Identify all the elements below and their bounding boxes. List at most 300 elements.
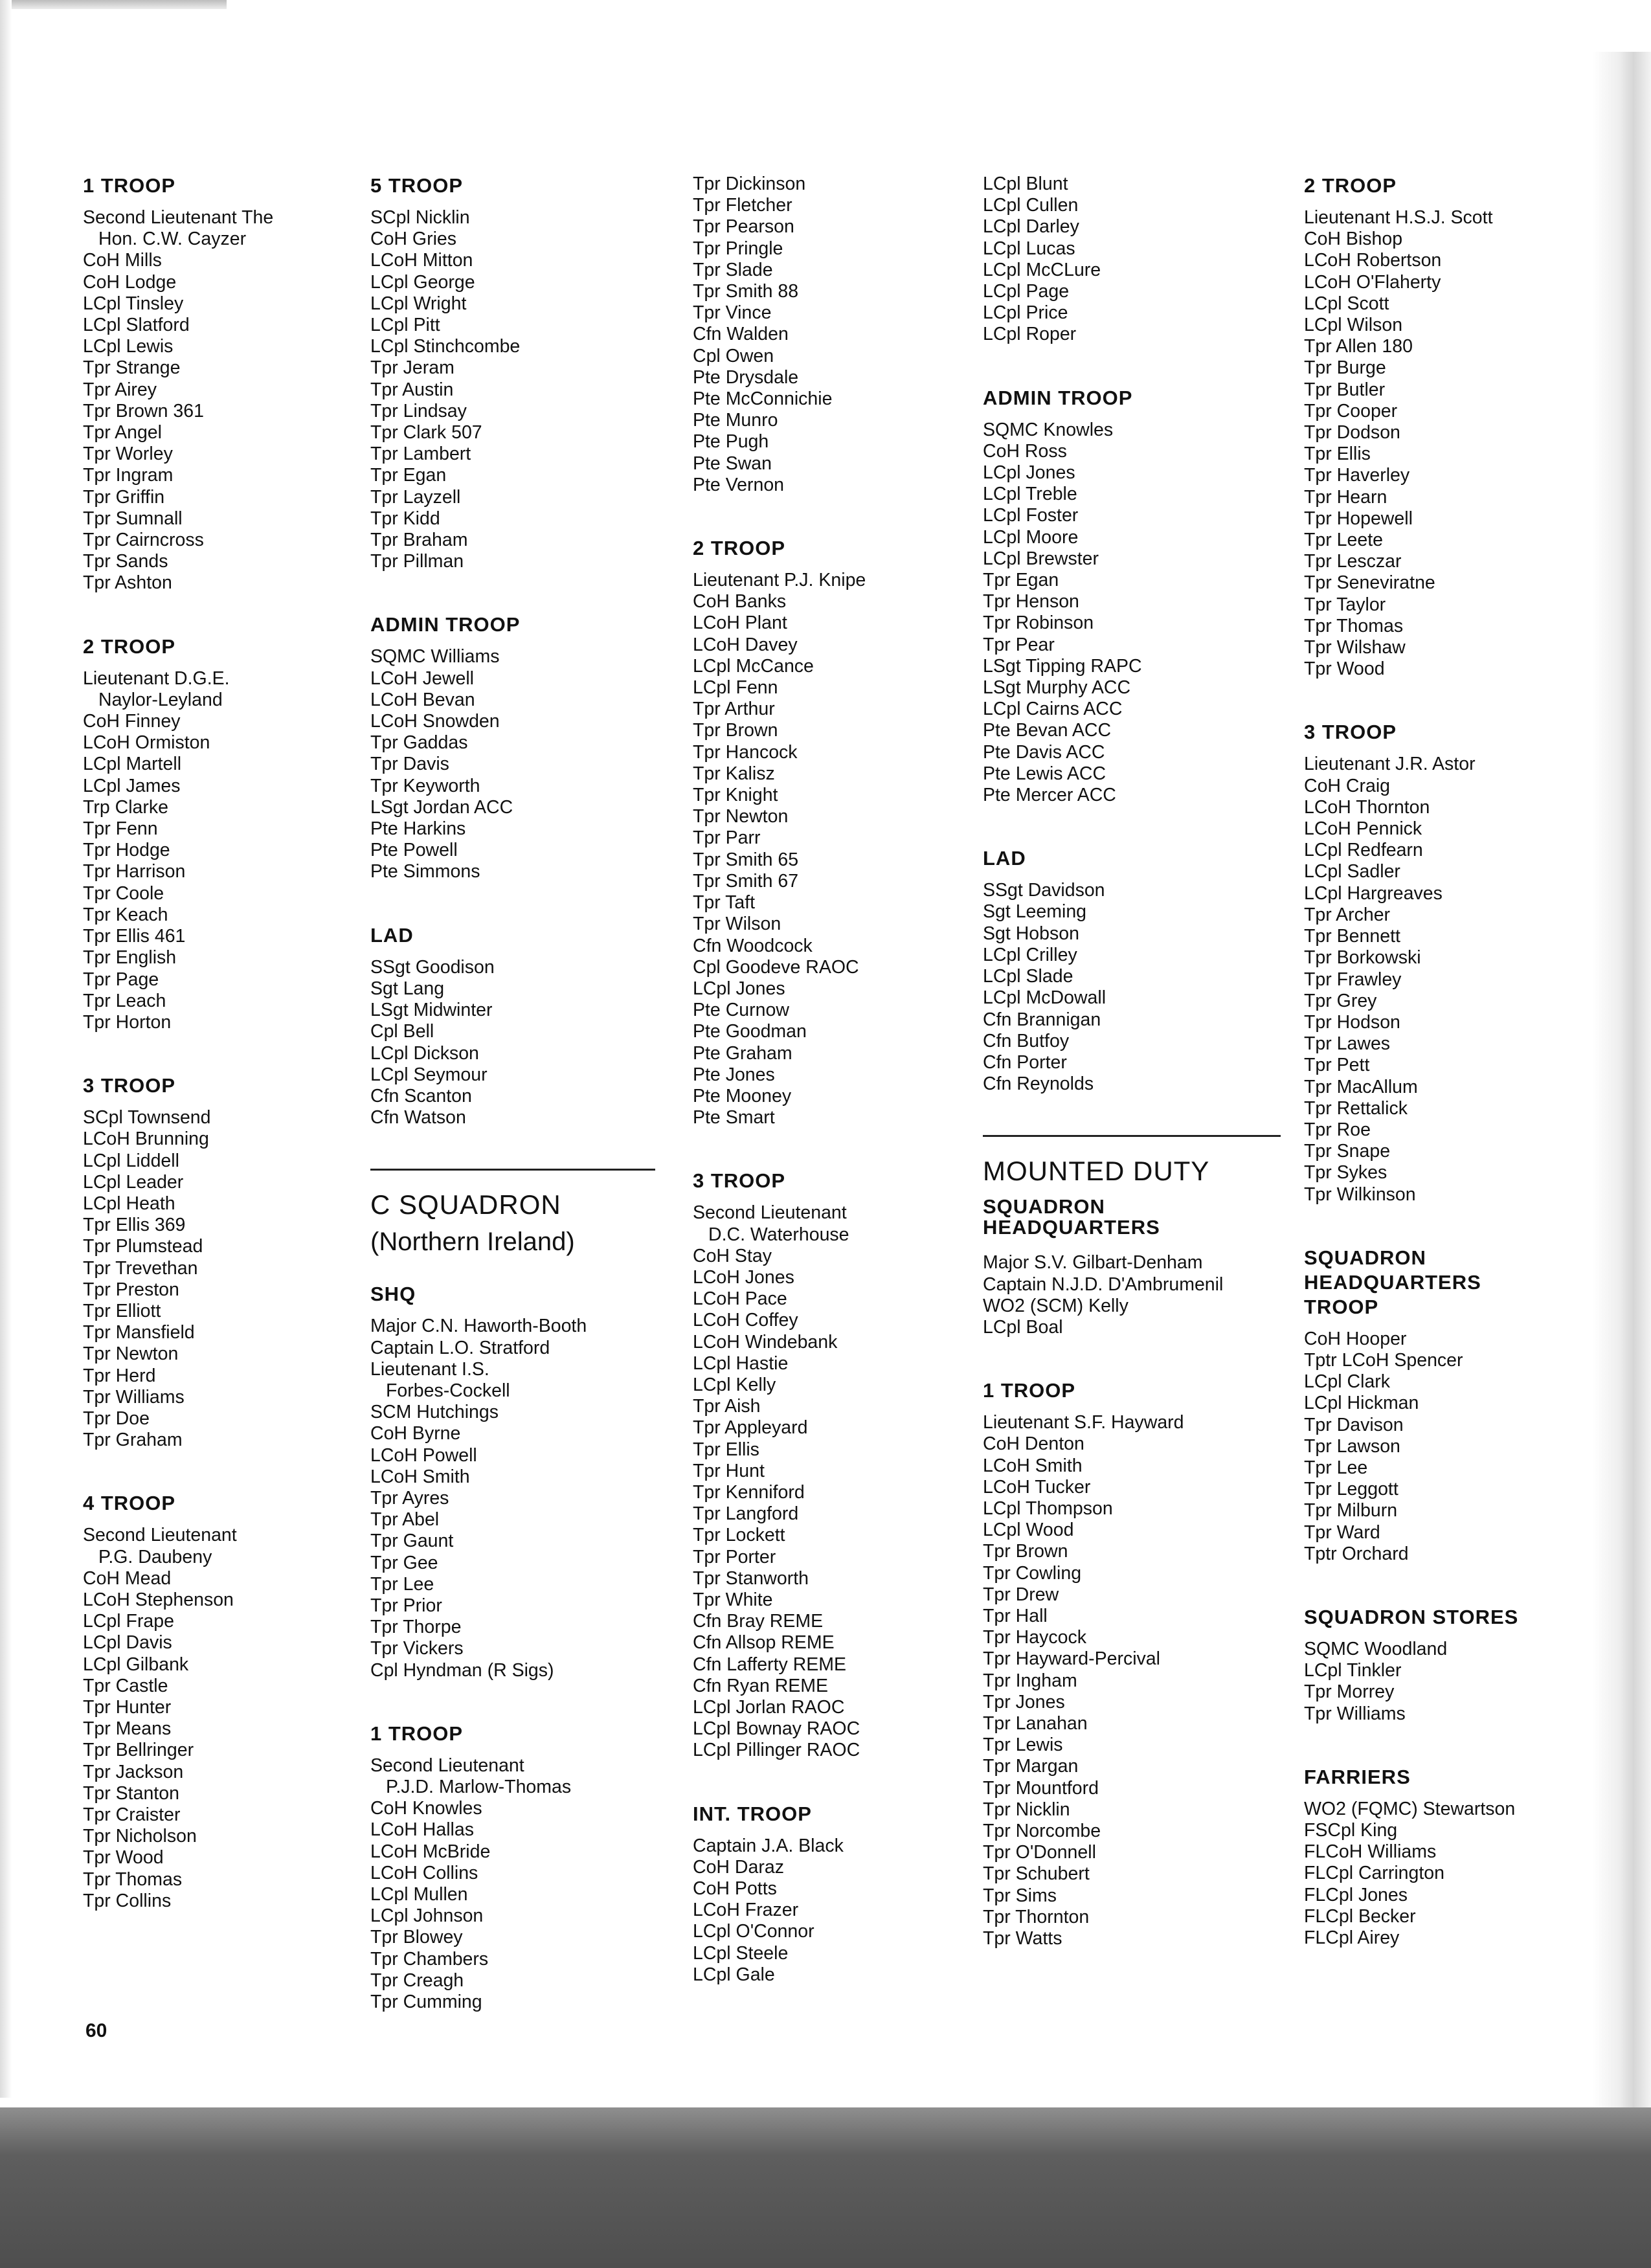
- roster-name: Tpr MacAllum: [1304, 1076, 1418, 1097]
- roster-name: Cfn Watson: [370, 1107, 466, 1128]
- section-heading: SQUADRON HEADQUARTERS TROOP: [1304, 1246, 1481, 1318]
- roster-name: LCpl Kelly: [693, 1374, 776, 1395]
- roster-name: Tpr Preston: [83, 1279, 179, 1300]
- roster-name: Tpr Sumnall: [83, 508, 183, 529]
- roster-name: Tpr Brown: [693, 720, 778, 741]
- roster-name: Tpr Margan: [983, 1756, 1079, 1777]
- roster-name: Tpr Stanworth: [693, 1567, 809, 1589]
- section-heading: SQUADRON STORES: [1304, 1605, 1519, 1628]
- roster-name: LCpl Scott: [1304, 293, 1389, 314]
- roster-name: Tpr Slade: [693, 259, 773, 280]
- roster-name: Tpr Cumming: [370, 1992, 482, 2012]
- roster-name: SSgt Goodison: [370, 956, 495, 978]
- roster-name: Tpr Haverley: [1304, 465, 1410, 486]
- roster-name: Cfn Butfoy: [983, 1030, 1070, 1051]
- section-heading: 4 TROOP: [83, 1492, 176, 1515]
- roster-name: LCpl Jorlan RAOC: [693, 1697, 845, 1718]
- roster-name: LCoH Pennick: [1304, 818, 1422, 840]
- roster-name: Tpr Sims: [983, 1885, 1057, 1906]
- roster-name: LCoH McBride: [370, 1841, 491, 1862]
- roster-name: Tpr Ingham: [983, 1670, 1077, 1691]
- roster-name: FLCpl Airey: [1304, 1927, 1400, 1948]
- roster-name: Tpr Cairncross: [83, 530, 204, 551]
- roster-name: Tpr Knight: [693, 785, 778, 806]
- roster-name: Tpr Ayres: [370, 1487, 449, 1509]
- roster-name: SQMC Woodland: [1304, 1638, 1448, 1659]
- section-squadron-headquarters-troop: [1304, 1246, 1589, 1565]
- roster-name: LCpl Pillinger RAOC: [693, 1740, 860, 1761]
- roster-name: LCpl Sadler: [1304, 861, 1400, 882]
- roster-name: LCoH Brunning: [83, 1128, 209, 1150]
- roster-name: Tpr Keach: [83, 904, 168, 925]
- roster-name: Pte Vernon: [693, 474, 785, 495]
- roster-name: Tpr Creagh: [370, 1970, 464, 1991]
- roster-name: LCpl Heath: [83, 1193, 175, 1214]
- roster-name: Tpr Griffin: [83, 486, 165, 508]
- roster-name: Tpr Robinson: [983, 612, 1094, 634]
- roster-name: LCpl Roper: [983, 324, 1077, 345]
- roster-name: Tpr Pringle: [693, 238, 783, 259]
- section-heading: ADMIN TROOP: [983, 386, 1133, 409]
- section-heading: 3 TROOP: [1304, 721, 1397, 744]
- roster-name: Tpr Plumstead: [83, 1236, 203, 1257]
- roster-name: LCpl James: [83, 775, 181, 796]
- roster-name: Tpr Lambert: [370, 443, 471, 465]
- roster-name: FLCpl Jones: [1304, 1884, 1408, 1905]
- roster-name: LCpl Gilbank: [83, 1654, 189, 1675]
- roster-name: Tpr Wood: [83, 1847, 164, 1869]
- roster-name: Tpr Lawson: [1304, 1435, 1400, 1457]
- roster-name: Tpr Hunter: [83, 1696, 172, 1718]
- roster-name: CoH Lodge: [83, 271, 177, 293]
- roster-name: Tpr Williams: [83, 1386, 185, 1408]
- roster-name: Tpr Page: [83, 969, 159, 990]
- roster-name: Tpr Henson: [983, 591, 1079, 612]
- roster-name: Tpr Cooper: [1304, 400, 1398, 421]
- roster-name: Tpr Ellis: [1304, 443, 1371, 465]
- roster-name: CoH Finney: [83, 711, 181, 732]
- roster-name: Captain J.A. Black: [693, 1835, 844, 1856]
- roster-name: Tpr Dodson: [1304, 422, 1400, 443]
- roster-name: LCpl Redfearn: [1304, 840, 1423, 861]
- roster-name: LCpl Johnson: [370, 1905, 484, 1927]
- roster-name: LCpl Liddell: [83, 1150, 179, 1171]
- roster-name: Pte Jones: [693, 1064, 775, 1085]
- roster-name: Cpl Bell: [370, 1021, 434, 1042]
- section-heading: 1 TROOP: [983, 1379, 1076, 1402]
- roster-name: Cpl Owen: [693, 345, 774, 366]
- scan-edge-left: [0, 0, 12, 2098]
- roster-name: Tpr Blowey: [370, 1927, 463, 1948]
- roster-name: Tpr Sands: [83, 551, 168, 572]
- roster-name: LSgt Tipping RAPC: [983, 655, 1142, 677]
- roster-name: Tpr Ellis 369: [83, 1215, 186, 1236]
- roster-name: Tptr LCoH Spencer: [1304, 1349, 1463, 1371]
- column-2: [370, 174, 655, 2053]
- roster-name: Tpr Ellis 461: [83, 926, 186, 947]
- roster-name: Tpr Leach: [83, 990, 166, 1011]
- roster-name: LCoH Hallas: [370, 1819, 474, 1841]
- roster-name: CoH Daraz: [693, 1856, 784, 1878]
- roster-name: Tpr Fletcher: [693, 195, 792, 216]
- section-heading: INT. TROOP: [693, 1802, 812, 1825]
- roster-name: LCpl Page: [983, 281, 1070, 302]
- roster-name: Pte Bevan ACC: [983, 720, 1112, 741]
- roster-name: Tpr Williams: [1304, 1703, 1406, 1724]
- roster-name: Tpr Borkowski: [1304, 947, 1421, 969]
- roster-name: Tpr Lee: [1304, 1457, 1368, 1478]
- roster-name: Tpr Prior: [370, 1595, 442, 1616]
- roster-name: Sgt Lang: [370, 978, 445, 999]
- roster-name: Tpr Davison: [1304, 1414, 1404, 1435]
- roster-name: Cfn Ryan REME: [693, 1675, 829, 1696]
- roster-name: Pte Powell: [370, 840, 458, 861]
- section-heading: 2 TROOP: [1304, 174, 1397, 197]
- roster-name: Tpr Aish: [693, 1396, 761, 1417]
- roster-name: Tpr Porter: [693, 1546, 776, 1567]
- roster-name: Tpr Roe: [1304, 1119, 1371, 1140]
- roster-name: LCoH Jewell: [370, 668, 474, 689]
- roster-name: Lieutenant P.J. Knipe: [693, 570, 866, 591]
- roster-name: CoH Gries: [370, 229, 457, 250]
- roster-name: Tpr Graham: [83, 1430, 183, 1451]
- roster-name: LCoH Robertson: [1304, 250, 1442, 271]
- roster-name: Tpr Hayward-Percival: [983, 1648, 1160, 1670]
- roster-name: LCpl Cullen: [983, 195, 1079, 216]
- roster-name: FLCpl Becker: [1304, 1905, 1416, 1927]
- roster-name: Tpr Jackson: [83, 1761, 184, 1782]
- roster-name: Tpr Kenniford: [693, 1481, 805, 1503]
- roster-name: Lieutenant D.G.E.: [83, 668, 230, 689]
- scan-edge-top: [0, 0, 227, 9]
- roster-name: Tpr Wilkinson: [1304, 1184, 1416, 1205]
- roster-name: Tpr Pearson: [693, 216, 794, 238]
- column-3: [693, 174, 978, 2026]
- roster-name: LCpl McDowall: [983, 987, 1106, 1009]
- roster-name: LCpl Moore: [983, 526, 1079, 548]
- roster-name: Tpr Brown 361: [83, 400, 204, 421]
- roster-name: LCpl Bownay RAOC: [693, 1718, 860, 1740]
- hq-names: [983, 1252, 1281, 1338]
- roster-name: Tpr Burge: [1304, 357, 1386, 379]
- roster-name: Tpr Thorpe: [370, 1617, 462, 1638]
- roster-name: LCpl McCLure: [983, 259, 1101, 280]
- roster-name: Major S.V. Gilbart-Denham: [983, 1252, 1203, 1274]
- roster-name: Tpr Ingram: [83, 465, 174, 486]
- roster-name: Second Lieutenant: [83, 1525, 237, 1546]
- roster-name: LCpl Cairns ACC: [983, 699, 1123, 720]
- roster-name: Sgt Leeming: [983, 901, 1087, 923]
- roster-name: Pte Smart: [693, 1107, 775, 1128]
- roster-name: Tpr Mountford: [983, 1777, 1099, 1799]
- roster-name: Lieutenant I.S.: [370, 1358, 489, 1380]
- roster-name: Lieutenant H.S.J. Scott: [1304, 207, 1493, 228]
- squadron-title: MOUNTED DUTY: [983, 1156, 1210, 1187]
- roster-name: FLCoH Williams: [1304, 1841, 1437, 1863]
- roster-name: Tpr Hancock: [693, 741, 798, 763]
- section-lad: [983, 846, 1281, 1095]
- roster-name: LCoH Collins: [370, 1862, 478, 1883]
- roster-name: Tpr Snape: [1304, 1141, 1391, 1162]
- roster-name: Pte Goodman: [693, 1021, 807, 1042]
- roster-name: LCoH Thornton: [1304, 796, 1430, 818]
- roster-name: Tpr Appleyard: [693, 1417, 808, 1439]
- roster-name: Tpr Horton: [83, 1011, 172, 1033]
- squadron-subtitle: SQUADRON HEADQUARTERS: [983, 1195, 1160, 1239]
- roster-name: Pte McConnichie: [693, 388, 833, 410]
- roster-name: WO2 (FQMC) Stewartson: [1304, 1798, 1516, 1819]
- roster-name: LCoH Powell: [370, 1444, 477, 1466]
- roster-name: Hon. C.W. Cayzer: [98, 229, 247, 250]
- roster-name: Tpr Langford: [693, 1503, 799, 1525]
- roster-name: Tpr O'Donnell: [983, 1842, 1096, 1863]
- roster-name: Tpr English: [83, 947, 177, 969]
- roster-name: Captain N.J.D. D'Ambrumenil: [983, 1274, 1224, 1295]
- roster-name: LCpl Wilson: [1304, 315, 1403, 336]
- roster-name: LCpl O'Connor: [693, 1921, 814, 1942]
- roster-name: LCoH Mitton: [370, 250, 473, 271]
- roster-name: Tpr Harrison: [83, 861, 186, 882]
- roster-name: Tpr Rettalick: [1304, 1097, 1408, 1119]
- roster-name: SSgt Davidson: [983, 880, 1105, 901]
- roster-name: LCpl Crilley: [983, 944, 1077, 965]
- roster-name: Tptr Orchard: [1304, 1543, 1409, 1564]
- roster-name: Tpr Hearn: [1304, 486, 1387, 508]
- roster-name: Tpr Nicklin: [983, 1799, 1070, 1820]
- roster-name: Pte Mercer ACC: [983, 785, 1116, 806]
- roster-name: Cpl Hyndman (R Sigs): [370, 1659, 554, 1681]
- roster-name: Tpr Wilshaw: [1304, 637, 1406, 658]
- roster-name: WO2 (SCM) Kelly: [983, 1295, 1129, 1316]
- section-admin-troop: [370, 612, 655, 882]
- roster-name: Tpr Bellringer: [83, 1740, 194, 1761]
- section-heading: SHQ: [370, 1283, 416, 1306]
- roster-name: LCpl Lewis: [83, 336, 174, 357]
- roster-name: Cpl Goodeve RAOC: [693, 956, 859, 978]
- roster-name: Pte Pugh: [693, 431, 769, 453]
- roster-name: Tpr Newton: [693, 806, 789, 827]
- roster-name: SCpl Townsend: [83, 1107, 211, 1128]
- roster-name: Tpr White: [693, 1589, 773, 1610]
- roster-name: SCpl Nicklin: [370, 207, 470, 228]
- roster-name: Tpr Thomas: [83, 1869, 183, 1890]
- roster-name: Tpr Ellis: [693, 1439, 759, 1460]
- section-heading: 1 TROOP: [83, 174, 176, 197]
- section-2-troop: [83, 634, 342, 1033]
- roster-name: Tpr Airey: [83, 379, 157, 400]
- roster-name: Tpr Archer: [1304, 904, 1391, 925]
- roster-name: Tpr Doe: [83, 1408, 150, 1429]
- section-heading: LAD: [370, 923, 414, 947]
- section-continued: [983, 174, 1281, 346]
- roster-name: Tpr Taft: [693, 892, 756, 914]
- roster-name: Second Lieutenant The: [83, 207, 274, 228]
- roster-name: Tpr Strange: [83, 357, 181, 379]
- roster-name: Captain L.O. Stratford: [370, 1337, 550, 1358]
- roster-name: LCpl Hargreaves: [1304, 882, 1443, 904]
- roster-name: Tpr Davis: [370, 754, 449, 775]
- roster-name: Tpr Vince: [693, 302, 772, 324]
- roster-name: Tpr Lee: [370, 1573, 434, 1595]
- roster-name: Tpr Thomas: [1304, 615, 1404, 636]
- section-farriers: [1304, 1765, 1589, 1949]
- roster-name: D.C. Waterhouse: [708, 1224, 849, 1245]
- roster-name: Tpr Arthur: [693, 699, 775, 720]
- roster-name: Tpr Lesczar: [1304, 551, 1402, 572]
- roster-name: Tpr Allen 180: [1304, 336, 1413, 357]
- roster-name: Major C.N. Haworth-Booth: [370, 1316, 587, 1337]
- roster-name: Tpr Lockett: [693, 1525, 785, 1546]
- roster-name: Pte Mooney: [693, 1085, 792, 1106]
- squadron-subtitle: (Northern Ireland): [370, 1228, 575, 1257]
- roster-name: CoH Banks: [693, 591, 787, 612]
- section-heading: FARRIERS: [1304, 1765, 1411, 1788]
- roster-name: Tpr Abel: [370, 1509, 440, 1531]
- roster-name: Tpr Kalisz: [693, 763, 775, 784]
- roster-name: Tpr Chambers: [370, 1948, 489, 1970]
- roster-name: Pte Munro: [693, 410, 778, 431]
- roster-name: FLCpl Carrington: [1304, 1863, 1445, 1884]
- roster-name: LCpl Thompson: [983, 1498, 1113, 1519]
- roster-name: LCoH Windebank: [693, 1331, 838, 1353]
- roster-name: LCpl Hastie: [693, 1353, 789, 1374]
- roster-name: Tpr Herd: [83, 1365, 156, 1386]
- roster-name: Tpr Braham: [370, 530, 468, 551]
- roster-name: LCpl Slade: [983, 966, 1073, 987]
- roster-name: Tpr Clark 507: [370, 422, 482, 443]
- roster-name: LCpl Jones: [983, 462, 1075, 484]
- roster-name: Tpr Ashton: [83, 572, 172, 594]
- roster-name: LCpl Stinchcombe: [370, 336, 521, 357]
- roster-name: Pte Drysdale: [693, 366, 799, 388]
- roster-name: Tpr Smith 67: [693, 870, 799, 892]
- roster-name: LCpl Hickman: [1304, 1393, 1419, 1414]
- squadron-divider: [983, 1135, 1281, 1137]
- roster-name: CoH Bishop: [1304, 229, 1403, 250]
- roster-name: Tpr Schubert: [983, 1863, 1090, 1885]
- roster-name: LCoH Coffey: [693, 1310, 798, 1331]
- squadron-title: C SQUADRON: [370, 1189, 561, 1220]
- roster-name: Second Lieutenant: [370, 1755, 524, 1776]
- roster-name: CoH Ross: [983, 440, 1067, 462]
- roster-name: Pte Curnow: [693, 1000, 789, 1021]
- roster-name: Tpr Wood: [1304, 658, 1385, 680]
- roster-name: LCpl Slatford: [83, 315, 190, 336]
- roster-name: LCpl Steele: [693, 1942, 789, 1964]
- roster-name: LCoH Davey: [693, 634, 798, 655]
- roster-name: Tpr Leggott: [1304, 1479, 1398, 1500]
- section-2-troop: [1304, 174, 1589, 680]
- roster-name: CoH Hooper: [1304, 1328, 1407, 1349]
- roster-name: Naylor-Leyland: [98, 689, 223, 710]
- roster-name: LCpl Price: [983, 302, 1068, 324]
- section-1-troop: [83, 174, 342, 594]
- roster-name: CoH Potts: [693, 1878, 777, 1900]
- roster-name: Tpr Smith 88: [693, 281, 799, 302]
- roster-name: LCpl Pitt: [370, 315, 440, 336]
- section-4-troop: [83, 1491, 342, 1912]
- roster-name: LSgt Jordan ACC: [370, 796, 513, 818]
- roster-name: LCoH O'Flaherty: [1304, 271, 1441, 293]
- roster-name: LCoH Smith: [370, 1466, 470, 1487]
- roster-name: Tpr Fenn: [83, 818, 158, 840]
- roster-name: LCpl Wood: [983, 1520, 1074, 1541]
- roster-name: LSgt Midwinter: [370, 1000, 493, 1021]
- roster-name: Tpr Trevethan: [83, 1257, 198, 1279]
- roster-name: Forbes-Cockell: [386, 1380, 510, 1401]
- roster-name: Cfn Brannigan: [983, 1009, 1101, 1030]
- roster-name: LCoH Ormiston: [83, 732, 210, 754]
- roster-name: SQMC Williams: [370, 646, 500, 668]
- roster-name: LCpl Gale: [693, 1964, 775, 1985]
- roster-name: Sgt Hobson: [983, 923, 1079, 944]
- roster-name: LCpl Clark: [1304, 1371, 1391, 1393]
- roster-name: Tpr Hall: [983, 1605, 1048, 1626]
- squadron-divider: [370, 1169, 655, 1171]
- section-heading: 5 TROOP: [370, 174, 464, 197]
- roster-name: Tpr Smith 65: [693, 849, 799, 870]
- roster-name: Cfn Lafferty REME: [693, 1654, 847, 1675]
- roster-name: Tpr Parr: [693, 827, 761, 849]
- roster-name: LCoH Snowden: [370, 711, 500, 732]
- roster-name: Tpr Lindsay: [370, 400, 467, 421]
- roster-name: LCpl Mullen: [370, 1883, 468, 1905]
- roster-name: Lieutenant J.R. Astor: [1304, 754, 1476, 775]
- section-admin-troop: [983, 386, 1281, 807]
- roster-name: Second Lieutenant: [693, 1202, 847, 1224]
- roster-name: Pte Harkins: [370, 818, 466, 840]
- roster-name: LSgt Murphy ACC: [983, 677, 1131, 699]
- roster-name: Tpr Craister: [83, 1804, 181, 1825]
- roster-name: Cfn Bray REME: [693, 1611, 824, 1632]
- roster-name: LCpl Jones: [693, 978, 785, 999]
- roster-name: LCpl Blunt: [983, 174, 1068, 194]
- roster-name: CoH Mead: [83, 1567, 172, 1589]
- roster-name: Tpr Pear: [983, 634, 1055, 655]
- section-squadron-stores: [1304, 1605, 1589, 1725]
- roster-name: Tpr Drew: [983, 1584, 1059, 1605]
- roster-name: Tpr Lanahan: [983, 1712, 1088, 1734]
- roster-name: Tpr Wilson: [693, 914, 781, 935]
- roster-name: Tpr Norcombe: [983, 1820, 1101, 1841]
- roster-name: LCpl Davis: [83, 1632, 172, 1654]
- roster-name: Tpr Grey: [1304, 990, 1377, 1011]
- roster-name: LCoH Frazer: [693, 1900, 799, 1921]
- roster-name: Tpr Gaunt: [370, 1531, 454, 1552]
- roster-name: P.J.D. Marlow-Thomas: [386, 1776, 572, 1797]
- roster-name: P.G. Daubeny: [98, 1546, 212, 1567]
- roster-name: Tpr Means: [83, 1718, 172, 1740]
- roster-name: Tpr Milburn: [1304, 1500, 1398, 1521]
- roster-name: CoH Mills: [83, 250, 162, 271]
- roster-name: Tpr Lawes: [1304, 1033, 1391, 1055]
- roster-name: Pte Graham: [693, 1042, 792, 1064]
- roster-name: Tpr Bennett: [1304, 926, 1400, 947]
- roster-name: Tpr Morrey: [1304, 1681, 1395, 1703]
- roster-name: Tpr Keyworth: [370, 775, 480, 796]
- roster-name: Tpr Pett: [1304, 1055, 1370, 1076]
- roster-name: CoH Craig: [1304, 775, 1391, 796]
- roster-name: LCpl Fenn: [693, 677, 778, 699]
- roster-name: Tpr Worley: [83, 443, 173, 465]
- roster-name: Tpr Newton: [83, 1343, 179, 1365]
- roster-name: Tpr Angel: [83, 422, 162, 443]
- roster-name: LCpl Brewster: [983, 548, 1099, 569]
- roster-name: LCpl McCance: [693, 655, 814, 677]
- roster-name: Tpr Stanton: [83, 1782, 179, 1804]
- roster-name: LCpl Tinkler: [1304, 1660, 1402, 1681]
- roster-name: Lieutenant S.F. Hayward: [983, 1412, 1184, 1433]
